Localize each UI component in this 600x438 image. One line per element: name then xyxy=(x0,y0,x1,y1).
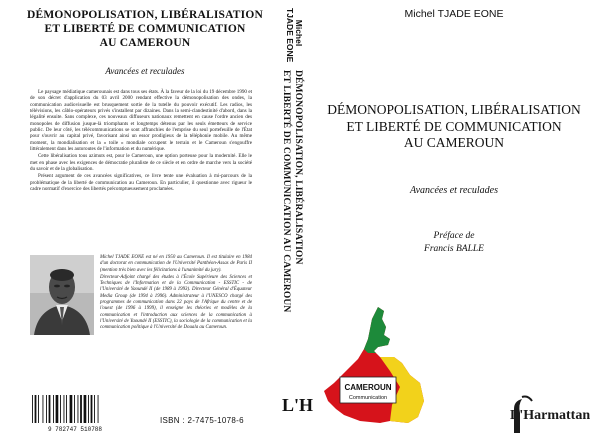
barcode xyxy=(28,393,122,433)
front-cover-title xyxy=(308,102,600,152)
back-cover xyxy=(0,0,274,438)
spine-author-line: Michel xyxy=(294,19,304,47)
front-title-line: DÉMONOPOLISATION, LIBÉRALISATION xyxy=(327,102,581,117)
back-title-line: DÉMONOPOLISATION, LIBÉRALISATION xyxy=(26,9,264,21)
spine-author xyxy=(285,8,304,63)
back-cover-subtitle: Avancées et reculades xyxy=(105,66,185,76)
front-author: Michel TJADE EONE xyxy=(404,8,504,20)
map-sublabel: Communication xyxy=(348,395,388,401)
cameroon-map-illustration xyxy=(320,305,430,425)
spine-publisher-logo: L'H xyxy=(282,395,314,415)
author-photo xyxy=(30,255,94,335)
preface-author: Francis BALLE xyxy=(424,244,484,254)
front-title-line: AU CAMEROUN xyxy=(403,135,505,150)
front-cover-subtitle: Avancées et reculades xyxy=(410,185,498,196)
back-cover-title xyxy=(20,8,270,50)
preface-label: Préface de xyxy=(433,231,475,241)
isbn-label: ISBN : 2-7475-1078-6 xyxy=(160,416,244,425)
map-label: CAMEROUN xyxy=(344,383,392,392)
back-title-line: ET LIBERTÉ DE COMMUNICATION xyxy=(44,23,246,35)
spine-title xyxy=(280,70,304,400)
spine-title-line: ET LIBERTÉ DE COMMUNICATION AU CAMEROUN xyxy=(281,70,291,313)
barcode-number: 9 782747 510788 xyxy=(47,426,103,433)
summary-paragraph: Le paysage médiatique camerounais est dans tous ses états. À la faveur de la loi du 19 décembre 1990 et de son décret d'application du 03 avril 2000 rendant effective la démonopolisation des ondes, la communication audiovisuelle est brusquement sortie de la tutelle du pouvoir exécutif. Les radios, les télévisions, les câblo-opérateurs privés s'installent par dizaines. Dans la semi-clandestinité d'abord, dans la légalité ensuite. Sans complexe, ces nouveaux diffuseurs nationaux remettent en cause l'ordre ancien des monopoles de diffusion jusque-là triomphants et longtemps détenus par les seuls émetteurs de service public. De leur côté, les télécommunications se sont affranchies de l'emprise du seul portefeuille de l'État pour s'ouvrir au capital privé, favorisant ainsi un essor prodigieux de la téléphonie mobile. Au même moment, la mondialisation et la « toile » mondiale occupent le terrain et le Cameroun s'engouffre littéralement dans les autoroutes de l'information et du numérique. xyxy=(30,89,252,153)
publisher-name: L'Harmattan xyxy=(510,408,591,423)
back-title-line: AU CAMEROUN xyxy=(99,37,191,49)
preface-credit xyxy=(308,230,600,256)
summary-paragraph: Présent argument de ces avancées significatives, ce livre tente une évaluation à mi-parcours de la problématique de la liberté de communication au Cameroun. En particulier, il questionne avec rigueur le cadre normatif d'exercice des libertés précomptueusement proclamées. xyxy=(30,173,252,193)
spine-author-line: TJADE EONE xyxy=(285,8,295,63)
front-title-line: ET LIBERTÉ DE COMMUNICATION xyxy=(346,118,562,134)
bio-paragraph: Directeur-Adjoint chargé des études à l'École Supérieure des Sciences et Techniques de l'Information et de la Communication - ESSTIC - de l'Université de Yaoundé II (de 1989 à 1993). Directeur Général d'Équateur Media Group (de 1994 à 1996). Administrateur à l'UNESCO chargé des programmes de communication dans 22 pays de l'Afrique du centre et de l'ouest (de 1996 à 1999), il enseigne les théories et modèles de la communication et l'introduction aux sciences de la communication à l'Université de Yaoundé II (ESSTIC), la sociologie de la communication et la communication politique à l'Université de Douala au Cameroun. xyxy=(100,274,252,331)
spine-title-line: DÉMONOPOLISATION, LIBÉRALISATION xyxy=(293,70,303,265)
spine xyxy=(274,0,314,438)
front-cover xyxy=(308,0,600,438)
summary-paragraph: Cette libéralisation tous azimuts est, pour le Cameroun, une option porteuse pour la modernité. Elle le met en phase avec les exigences de démocratie pluraliste de ce siècle et en ordre de marche vers la société du savoir et de la globalisation. xyxy=(30,153,252,173)
back-cover-summary xyxy=(30,89,252,194)
bio-paragraph: Michel TJADE EONE est né en 1950 au Cameroun. Il est titulaire en 1984 d'un doctorat en communication de l'Université Panthéon-Assas de Paris II (mention très bien avec les félicitations à l'unanimité du jury). xyxy=(100,255,252,273)
